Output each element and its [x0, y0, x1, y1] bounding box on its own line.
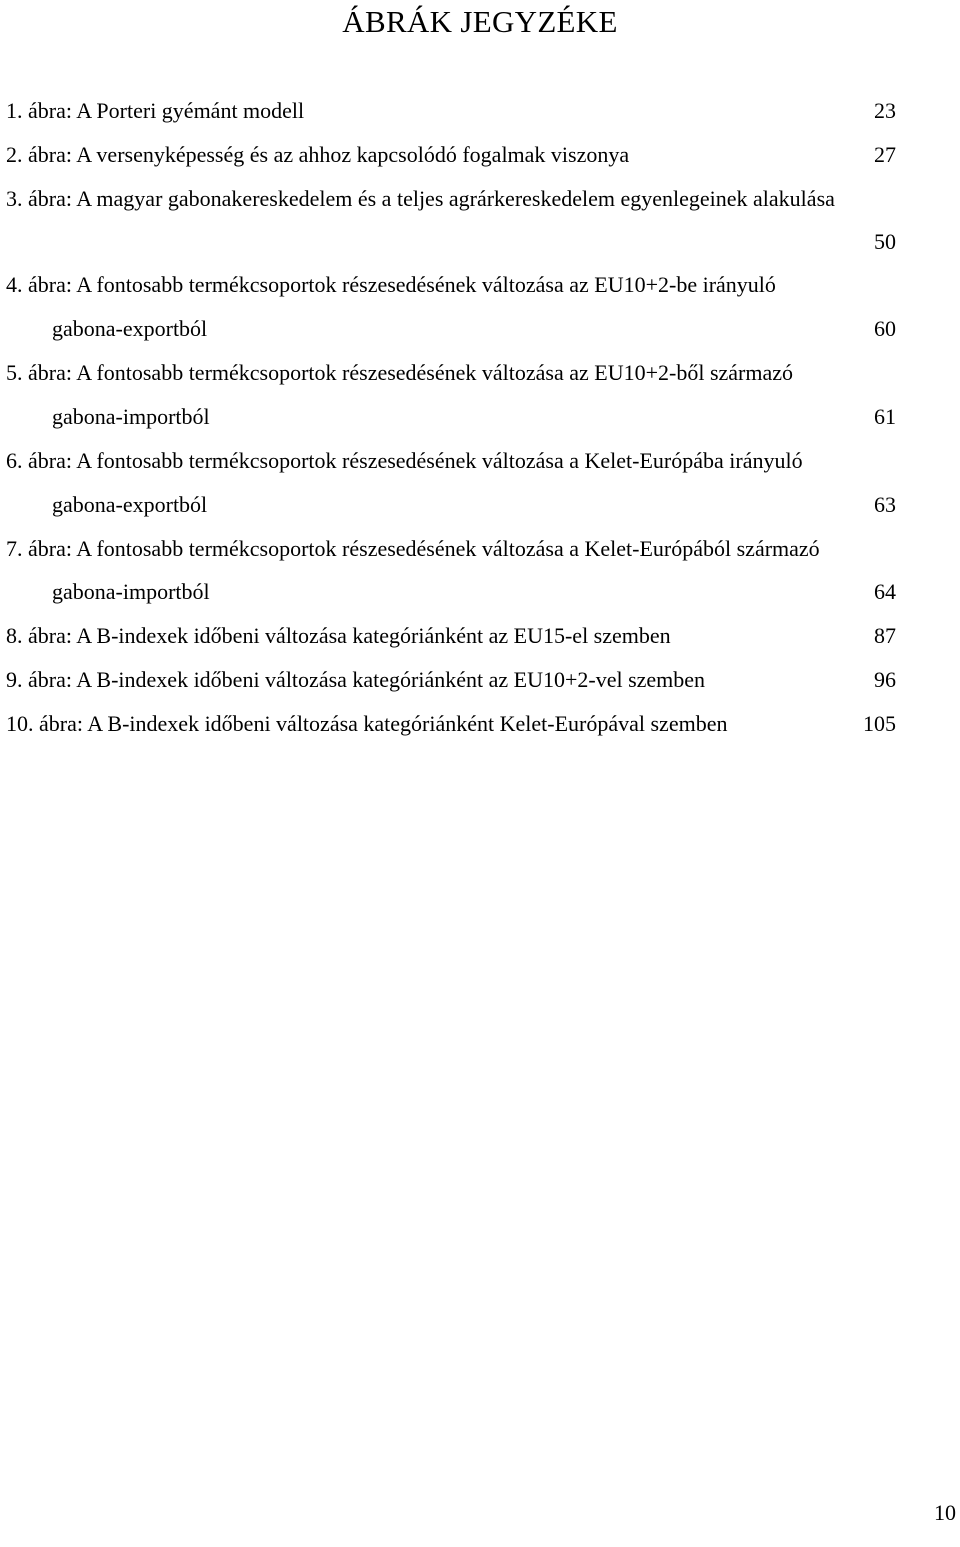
toc-entry-6-text: 6. ábra: A fontosabb termékcsoportok részesedésének változása a Kelet-Európába irányuló: [6, 448, 803, 473]
toc-entry-6-page: 63: [874, 492, 896, 517]
toc-entry-8-text: 8. ábra: A B-indexek időbeni változása kategóriánként az EU15-el szemben: [6, 623, 671, 648]
toc-entry-10-text: 10. ábra: A B-indexek időbeni változása kategóriánként Kelet-Európával szemben: [6, 711, 728, 736]
toc-entry-3-text: 3. ábra: A magyar gabonakereskedelem és a teljes agrárkereskedelem egyenlegeinek alakulása: [6, 186, 835, 211]
toc-entry-1-page: 23: [874, 98, 896, 123]
toc-entry-4-text-cont: gabona-exportból: [52, 316, 208, 341]
toc-entry-8-page: 87: [874, 623, 896, 648]
toc-entry-2-page: 27: [874, 142, 896, 167]
toc-entry-2-text: 2. ábra: A versenyképesség és az ahhoz kapcsolódó fogalmak viszonya: [6, 142, 630, 167]
toc-entry-1-text: 1. ábra: A Porteri gyémánt modell: [6, 98, 305, 123]
toc-entry-7-text: 7. ábra: A fontosabb termékcsoportok részesedésének változása a Kelet-Európából származó: [6, 536, 820, 561]
toc-entry-9-page: 96: [874, 667, 896, 692]
toc-entry-10-page: 105: [863, 711, 896, 736]
toc-entry-7-page: 64: [874, 579, 896, 604]
toc-entry-5-text-cont: gabona-importból: [52, 404, 210, 429]
page-number: 10: [934, 1500, 956, 1525]
toc-entry-4-text: 4. ábra: A fontosabb termékcsoportok részesedésének változása az EU10+2-be irányuló: [6, 272, 776, 297]
toc-entry-3-page: 50: [874, 229, 896, 254]
toc-entry-6-text-cont: gabona-exportból: [52, 492, 208, 517]
page-title: ÁBRÁK JEGYZÉKE: [342, 4, 618, 39]
toc-entry-5-text: 5. ábra: A fontosabb termékcsoportok részesedésének változása az EU10+2-ből származó: [6, 360, 794, 385]
toc-entry-9-text: 9. ábra: A B-indexek időbeni változása kategóriánként az EU10+2-vel szemben: [6, 667, 706, 692]
toc-entry-4-page: 60: [874, 316, 896, 341]
toc-entry-5-page: 61: [874, 404, 896, 429]
toc-entry-7-text-cont: gabona-importból: [52, 579, 210, 604]
